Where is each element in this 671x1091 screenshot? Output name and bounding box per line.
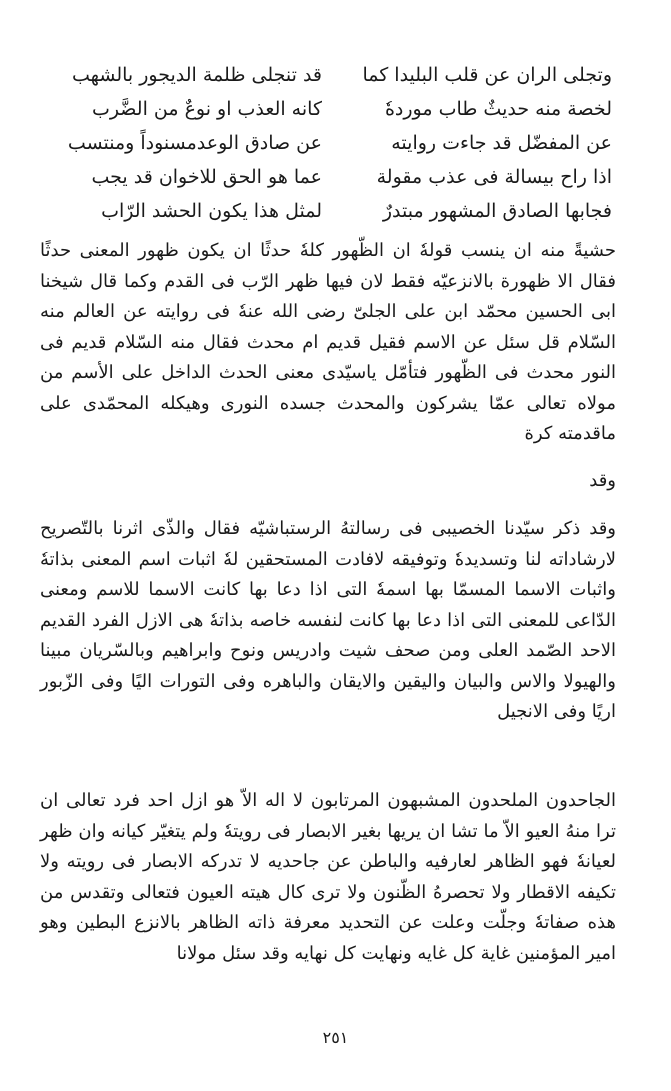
verse-2-second-hemistich: كانه العذب او نوعٌ من الضَّرب xyxy=(91,98,322,120)
poem-verse-4 xyxy=(60,160,612,194)
poem-verse-1 xyxy=(60,58,612,92)
verse-5-first-hemistich: فجابها الصادق المشهور مبتدرٌ xyxy=(382,200,612,222)
verse-3-second-hemistich: عن صادق الوعدمسنوداً ومنتسب xyxy=(67,132,322,154)
paragraph-4: الجاحدون الملحدون المشبهون المرتابون لا اله الاّ هو ازل احد فرد تعالى ان ترا منهُ العيو الاّ ما تشا ان يريها بغير الابصار فى رويتهٗ ولم يتغيّر كيانه وان ظهر لعيانهٗ فهو الظاهر لعارفيه والباطن عن جاحديه لا تدركه الابصار فى رويته ولا تكيفه الاقطار ولا تحصرهُ الظّنون ولا ترى كال هيته العيون فتعالى وتقدس من هذه صفاتهٗ وجلّت وعلت عن التحديد معرفة ذاته الظاهر بالانزع البطين وهو امير المؤمنين غاية كل غايه ونهايت كل نهايه وقد سئل مولانا xyxy=(40,790,616,964)
verse-3-first-hemistich: عن المفضّل قد جاءت روايته xyxy=(391,132,612,154)
paragraph-3: وقد ذكر سيّدنا الخصيبى فى رسالتهُ الرستباشيّه فقال والذّى اثرنا بالتّصريح لارشاداته لنا وتسديدهٗ وتوفيقه لافادت المستحقين لهٗ اثبات اسم المعنى بذاتهٗ واثبات الاسما المسمّا بها اسمهٗ التى اذا دعا بها كانت الاسما للاسم ومعنى الدّاعى للمعنى التى اذا دعا بها كانت لنفسه خاصه بذاتهٗ هى الازل الفرد القديم الاحد الصّمد العلى ومن صحف شيت وادريس ونوح وابراهيم وبالسّريان مبينا والهيولا والاس والبيان واليقين والايقان والباهره وفى التورات اليًا وفى الزّبور اريًا وفى الانجيل xyxy=(40,518,616,722)
verse-2-first-hemistich: لخصة منه حديثٌ طاب موردهٗ xyxy=(384,98,612,120)
verse-4-second-hemistich: عما هو الحق للاخوان قد يجب xyxy=(91,166,322,188)
verse-1-second-hemistich: قد تنجلى ظلمة الديجور بالشهب xyxy=(71,64,322,86)
poem-verse-5 xyxy=(60,194,612,228)
poem-verse-2 xyxy=(60,92,612,126)
poem-verse-3 xyxy=(60,126,612,160)
verse-1-first-hemistich: وتجلى الران عن قلب البليدا كما xyxy=(362,64,612,86)
poem-block xyxy=(60,58,612,228)
paragraph-2: وقد xyxy=(589,470,616,491)
verse-5-second-hemistich: لمثل هذا يكون الحشد الرّاب xyxy=(101,200,322,222)
verse-4-first-hemistich: اذا راح بيسالة فى عذب مقولة xyxy=(376,166,612,188)
page-number: ٢٥١ xyxy=(322,1028,349,1047)
paragraph-1: حشيةً منه ان ينسب قولهٗ ان الظّهور كلهٗ حدثًا ان يكون ظهور المعنى حدثًا فقال الا ظهورة بالانزعيّه فقط لان فيها ظهر الرّب فى القدم وكما قال شيخنا ابى الحسين محمّد ابن على الجلىّ رضى الله عنهٗ فى روايته عن العالم منه السّلام قل سئل عن الاسم فقيل قديم ام محدث فقال منه السّلام قديم فى النور محدث فى الظّهور فتأمّل ياسيّدى معنى الحدث الداخل على الأسم من مولاه تعالى عمّا يشركون والمحدث جسده النورى وهيكله المحمّدى على ماقدمته كرة xyxy=(40,240,616,444)
